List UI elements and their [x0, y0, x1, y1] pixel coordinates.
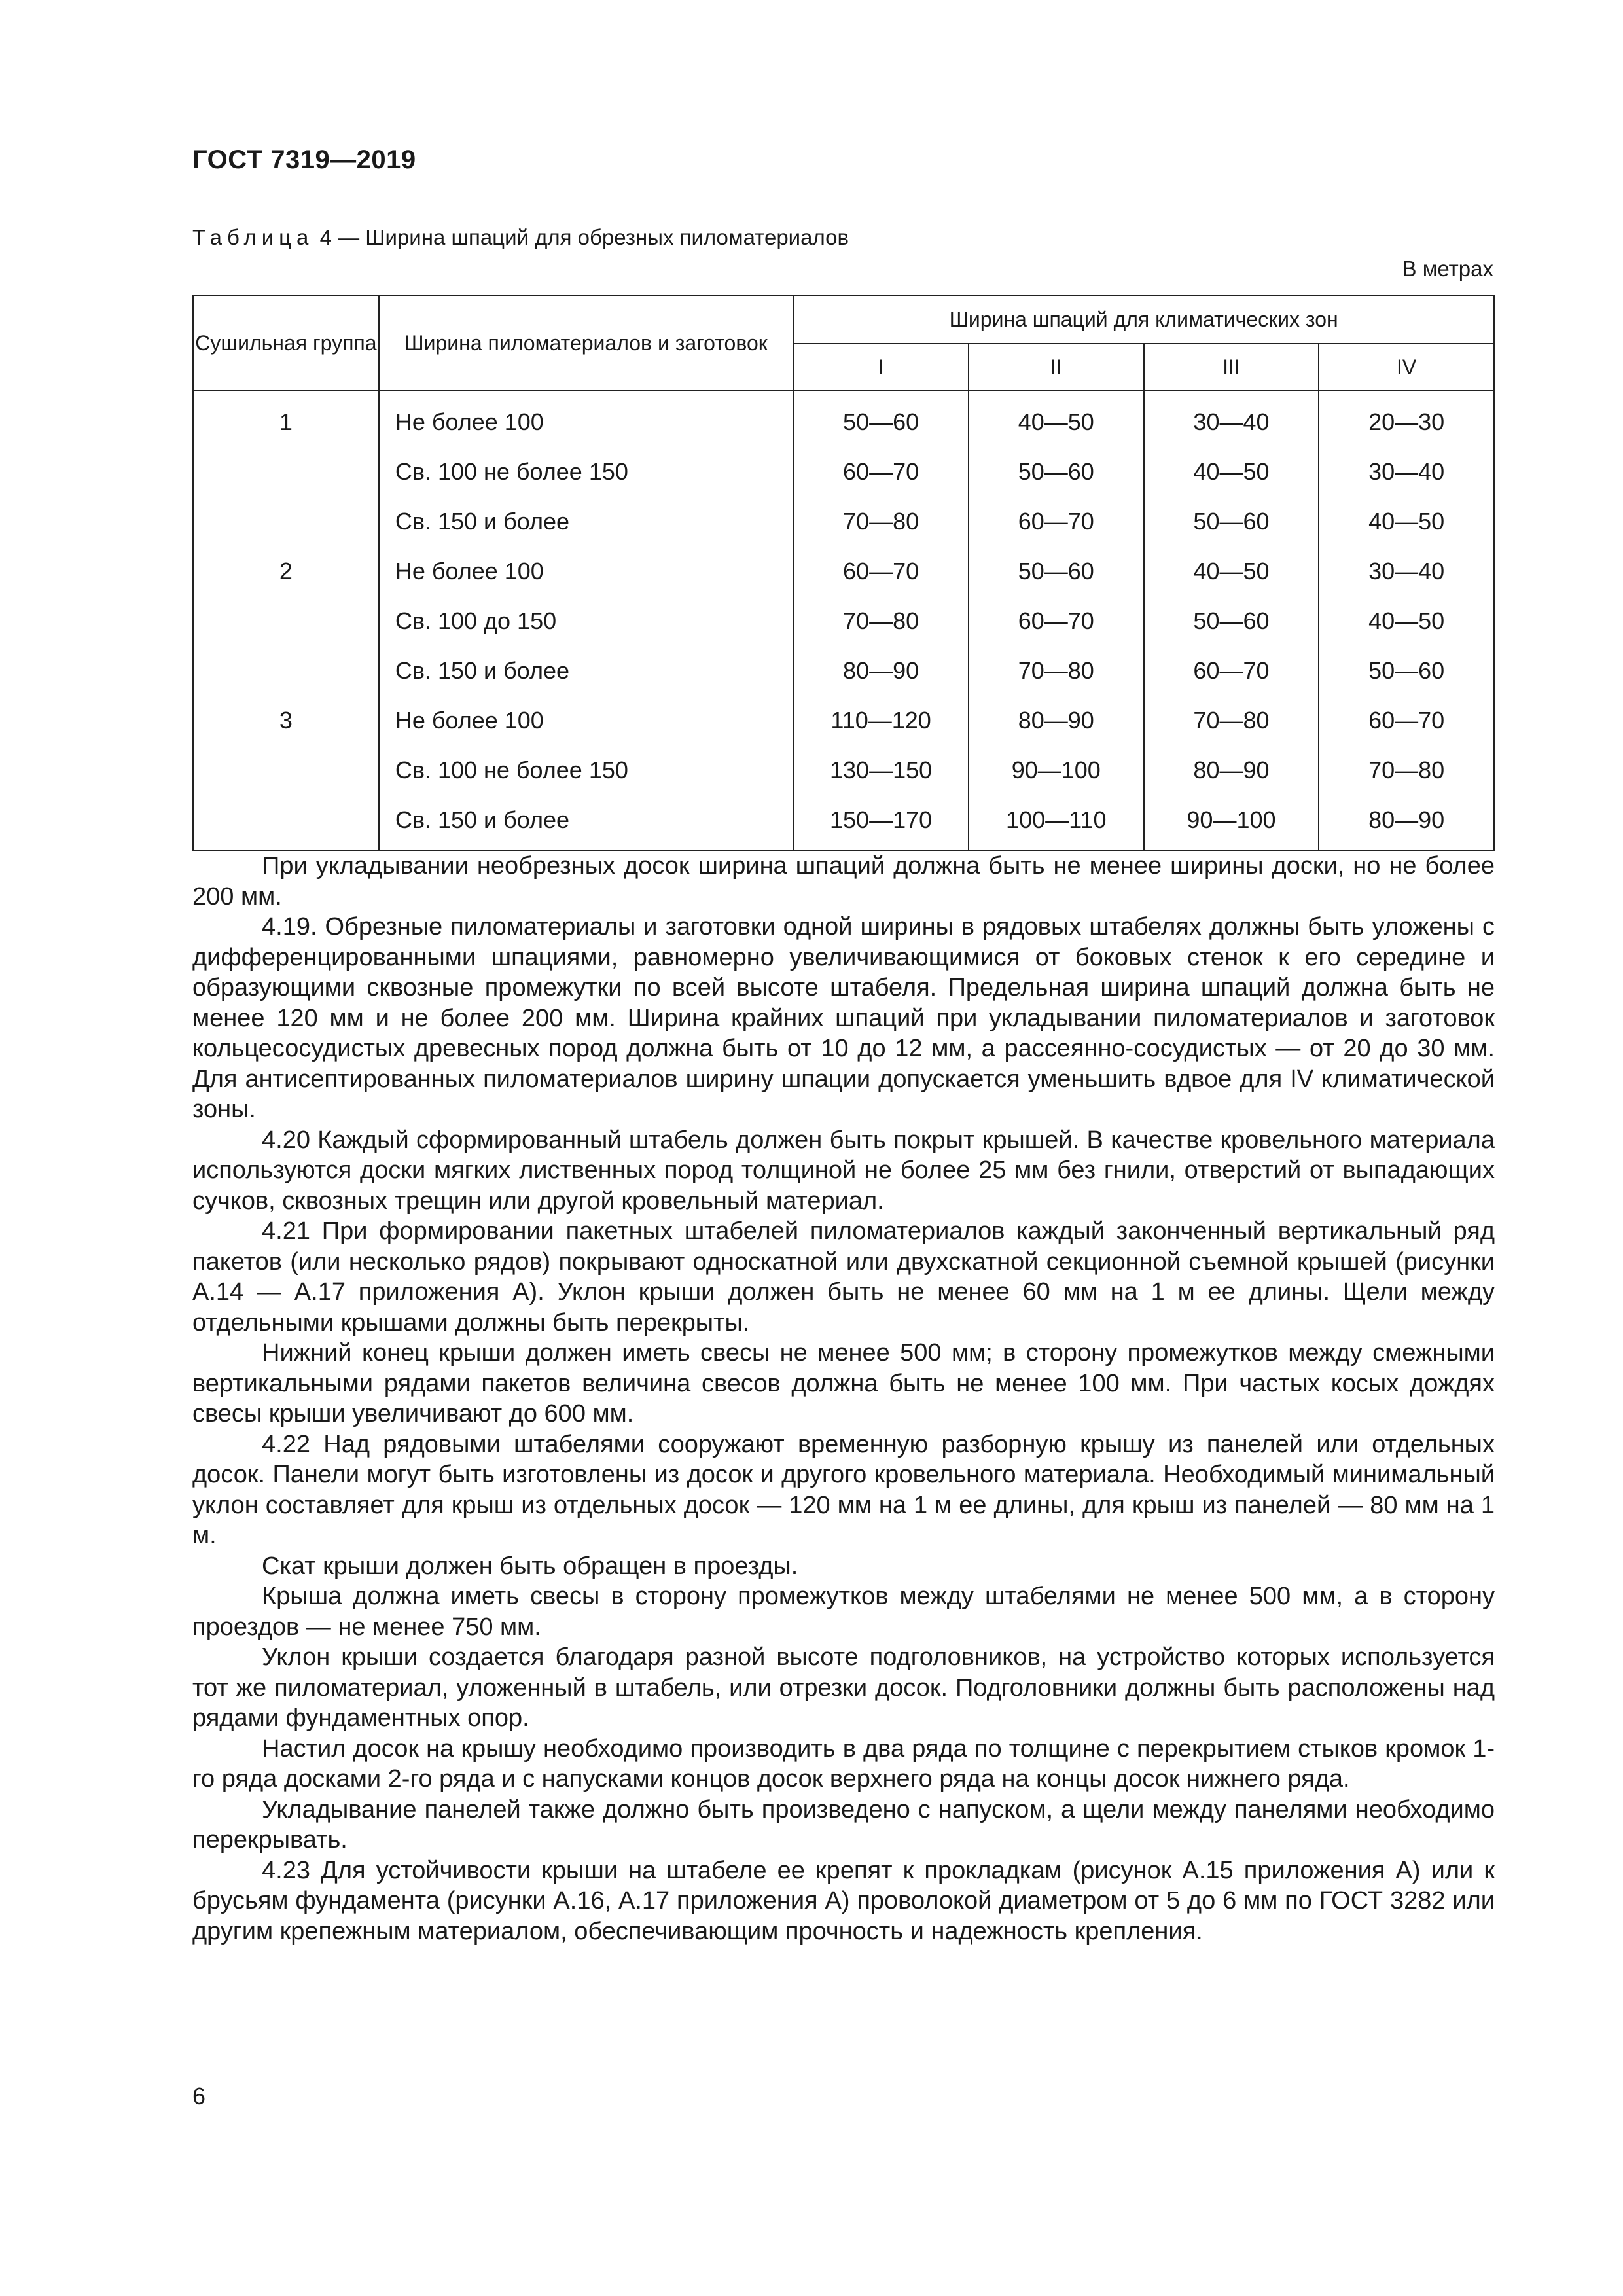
table-caption: [192, 225, 849, 250]
zone-1-cell: 50—60: [793, 391, 969, 447]
zone-1-cell: 80—90: [793, 646, 969, 696]
zone-3-cell: 50—60: [1144, 596, 1319, 646]
group-cell: [193, 497, 379, 547]
width-cell: Св. 150 и более: [379, 497, 793, 547]
table-row: [193, 447, 1494, 497]
width-cell: Св. 150 и более: [379, 795, 793, 850]
zone-4-cell: 50—60: [1319, 646, 1494, 696]
paragraph: 4.21 При формировании пакетных штабелей пиломатериалов каждый законченный вертикальный ряд пакетов (или несколько рядов) покрывают односкатной или двухскатной секционной съемной крышей (рисунки А.14 — А.17 приложения А). Уклон крыши должен быть не менее 60 мм на 1 м ее длины. Щели между отдельными крышами должны быть перекрыты.: [192, 1217, 1495, 1336]
zone-2-cell: 40—50: [969, 391, 1144, 447]
table-caption-title: — Ширина шпаций для обрезных пиломатериалов: [338, 225, 849, 249]
paragraph: При укладывании необрезных досок ширина шпаций должна быть не менее ширины доски, но не более 200 мм.: [192, 852, 1495, 910]
zone-4-cell: 40—50: [1319, 596, 1494, 646]
zone-1-cell: 150—170: [793, 795, 969, 850]
width-cell: Не более 100: [379, 696, 793, 745]
table-row: [193, 391, 1494, 447]
zone-4-cell: 30—40: [1319, 447, 1494, 497]
group-cell: [193, 745, 379, 795]
table-row: [193, 646, 1494, 696]
table-row: [193, 696, 1494, 745]
group-cell: [193, 795, 379, 850]
zone-2-cell: 50—60: [969, 547, 1144, 596]
zone-1-cell: 70—80: [793, 596, 969, 646]
header-climate-zones: Ширина шпаций для климатических зон: [793, 295, 1494, 344]
zone-1-cell: 130—150: [793, 745, 969, 795]
paragraph: Укладывание панелей также должно быть произведено с напуском, а щели между панелями необходимо перекрывать.: [192, 1795, 1495, 1854]
zone-2-cell: 100—110: [969, 795, 1144, 850]
zone-1-cell: 60—70: [793, 447, 969, 497]
zone-2-cell: 70—80: [969, 646, 1144, 696]
zone-3-cell: 60—70: [1144, 646, 1319, 696]
width-cell: Св. 150 и более: [379, 646, 793, 696]
width-cell: Св. 100 не более 150: [379, 447, 793, 497]
width-cell: Не более 100: [379, 391, 793, 447]
width-cell: Не более 100: [379, 547, 793, 596]
table-row: [193, 745, 1494, 795]
page-number: 6: [192, 2083, 206, 2109]
header-lumber-width: Ширина пиломатериалов и заготовок: [379, 295, 793, 391]
zone-1-cell: 110—120: [793, 696, 969, 745]
group-cell: [193, 447, 379, 497]
zone-3-cell: 40—50: [1144, 547, 1319, 596]
zone-4-cell: 70—80: [1319, 745, 1494, 795]
zone-4-cell: 20—30: [1319, 391, 1494, 447]
zone-2-cell: 80—90: [969, 696, 1144, 745]
header-zone-4: IV: [1319, 344, 1494, 391]
zone-4-cell: 80—90: [1319, 795, 1494, 850]
header-zone-1: I: [793, 344, 969, 391]
table-units: В метрах: [1402, 257, 1493, 281]
zone-3-cell: 40—50: [1144, 447, 1319, 497]
header-zone-3: III: [1144, 344, 1319, 391]
zone-2-cell: 50—60: [969, 447, 1144, 497]
paragraph: Настил досок на крышу необходимо производить в два ряда по толщине с перекрытием стыков кромок 1-го ряда досками 2-го ряда и с напусками концов досок верхнего ряда на концы досок нижнего ряда.: [192, 1734, 1495, 1793]
paragraph: 4.19. Обрезные пиломатериалы и заготовки одной ширины в рядовых штабелях должны быть уложены с дифференцированными шпациями, равномерно увеличивающимися от боковых стенок к его середине и образующими сквозные промежутки по всей высоте штабеля. Предельная ширина шпаций должна быть не менее 120 мм и не более 200 мм. Ширина крайних шпаций при укладывании пиломатериалов и заготовок кольцесосудистых древесных пород должна быть от 10 до 12 мм, а рассеянно-сосудистых — от 20 до 30 мм. Для антисептированных пиломатериалов ширину шпации допускается уменьшить вдвое для IV климатической зоны.: [192, 913, 1495, 1123]
paragraph: 4.22 Над рядовыми штабелями сооружают временную разборную крышу из панелей или отдельных досок. Панели могут быть изготовлены из досок и другого кровельного материала. Необходимый минимальный уклон составляет для крыш из отдельных досок — 120 мм на 1 м ее длины, для крыш из панелей — 80 мм на 1 м.: [192, 1430, 1495, 1549]
spacing-width-table: [192, 295, 1495, 851]
zone-4-cell: 40—50: [1319, 497, 1494, 547]
group-cell: 2: [193, 547, 379, 596]
zone-3-cell: 90—100: [1144, 795, 1319, 850]
zone-4-cell: 30—40: [1319, 547, 1494, 596]
paragraph: Нижний конец крыши должен иметь свесы не менее 500 мм; в сторону промежутков между смежными вертикальными рядами пакетов величина свесов должна быть не менее 100 мм. При частых косых дождях свесы крыши увеличивают до 600 мм.: [192, 1339, 1495, 1427]
zone-3-cell: 80—90: [1144, 745, 1319, 795]
table-row: [193, 596, 1494, 646]
paragraph: Скат крыши должен быть обращен в проезды.: [262, 1552, 798, 1580]
zone-2-cell: 90—100: [969, 745, 1144, 795]
header-zone-2: II: [969, 344, 1144, 391]
table-body: [193, 391, 1494, 850]
group-cell: [193, 646, 379, 696]
paragraph: 4.20 Каждый сформированный штабель должен быть покрыт крышей. В качестве кровельного материала используются доски мягких лиственных пород толщиной не более 25 мм без гнили, отверстий от выпадающих сучков, сквозных трещин или другой кровельный материал.: [192, 1126, 1495, 1215]
zone-1-cell: 60—70: [793, 547, 969, 596]
width-cell: Св. 100 до 150: [379, 596, 793, 646]
header-drying-group: Сушильная группа: [193, 295, 379, 391]
paragraph: Крыша должна иметь свесы в сторону промежутков между штабелями не менее 500 мм, а в сторону проездов — не менее 750 мм.: [192, 1583, 1495, 1641]
width-cell: Св. 100 не более 150: [379, 745, 793, 795]
zone-1-cell: 70—80: [793, 497, 969, 547]
zone-3-cell: 30—40: [1144, 391, 1319, 447]
zone-3-cell: 70—80: [1144, 696, 1319, 745]
table-caption-number: 4: [319, 225, 332, 249]
zone-3-cell: 50—60: [1144, 497, 1319, 547]
table-caption-label: Таблица: [192, 225, 314, 249]
document-header: ГОСТ 7319—2019: [192, 145, 416, 174]
group-cell: 3: [193, 696, 379, 745]
table-row: [193, 795, 1494, 850]
paragraph: Уклон крыши создается благодаря разной высоте подголовников, на устройство которых используется тот же пиломатериал, уложенный в штабель, или отрезки досок. Подголовники должны быть расположены над рядами фундаментных опор.: [192, 1643, 1495, 1732]
table-row: [193, 497, 1494, 547]
zone-4-cell: 60—70: [1319, 696, 1494, 745]
paragraph: 4.23 Для устойчивости крыши на штабеле ее крепят к прокладкам (рисунок А.15 приложения А) или к брусьям фундамента (рисунки А.16, А.17 приложения А) проволокой диаметром от 5 до 6 мм по ГОСТ 3282 или другим крепежным материалом, обеспечивающим прочность и надежность крепления.: [192, 1856, 1495, 1945]
zone-2-cell: 60—70: [969, 596, 1144, 646]
group-cell: [193, 596, 379, 646]
zone-2-cell: 60—70: [969, 497, 1144, 547]
body-text: [192, 851, 1495, 1946]
group-cell: 1: [193, 391, 379, 447]
table-row: [193, 547, 1494, 596]
